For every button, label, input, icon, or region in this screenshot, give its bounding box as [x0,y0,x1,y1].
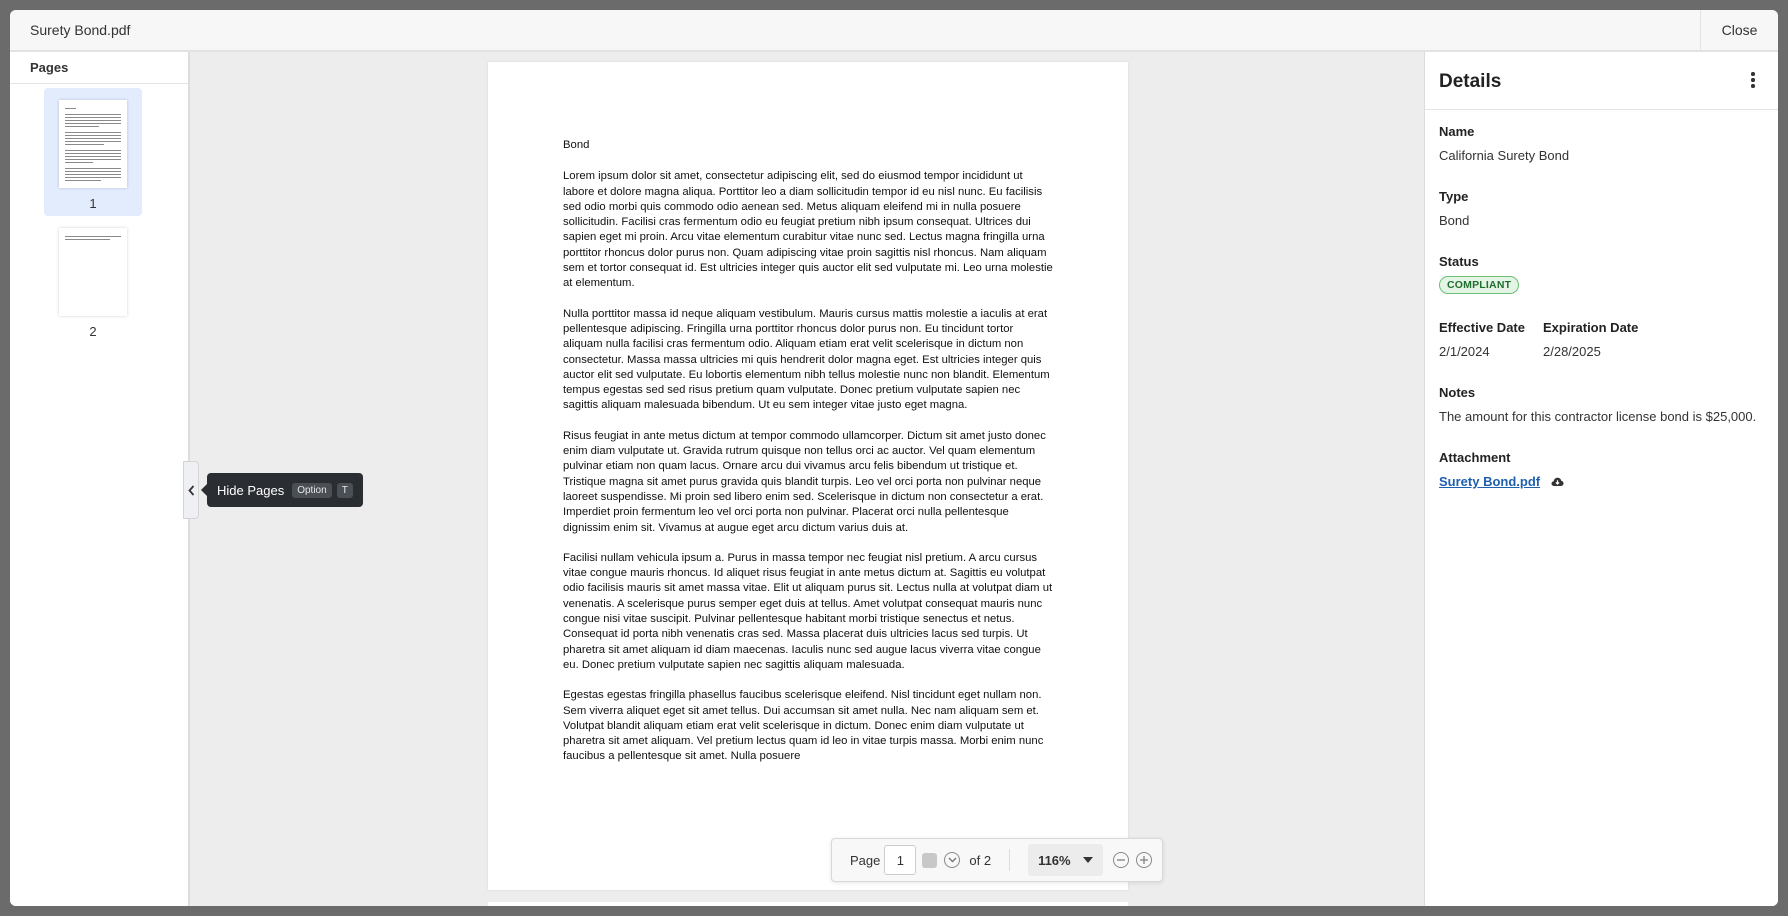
toolbar-divider [1009,849,1010,871]
page-number: 1 [89,196,97,211]
attachment-link[interactable]: Surety Bond.pdf [1439,474,1541,489]
pages-panel-title: Pages [10,52,188,84]
page-up-button[interactable] [922,853,937,868]
notes-label: Notes [1439,385,1476,400]
expiration-date-label: Expiration Date [1543,320,1639,335]
tooltip-label: Hide Pages [217,482,285,498]
chevron-left-icon [188,485,195,496]
notes-value: The amount for this contractor license bond is $25,000. [1439,409,1757,424]
effective-date-label: Effective Date [1439,320,1525,335]
document-paragraph: Risus feugiat in ante metus dictum at tempor commodo ullamcorper. Dictum sit amet justo donec enim diam vulputate ut. Gravida rutrum quisque non tellus orci ac auctor. Vel quam elementum pulvinar etiam non quam lacus. Ornare arcu dui vivamus arcu felis bibendum ut tristique et. Tristique magna sit amet purus gravida quis blandit turpis. Leo vel orci porta non pulvinar neque laoreet suspendisse. Mi proin sed libero enim sed. Scelerisque in dictum non consectetur a erat. Imperdiet proin fermentum leo vel orci porta non pulvinar. Placerat orci nulla pellentesque dignissim enim sit. Vivamus at augue eget arcu dictum varius duis at. [563,429,1046,534]
document-paragraph: Lorem ipsum dolor sit amet, consectetur adipiscing elit, sed do eiusmod tempor incididunt ut labore et dolore magna aliqua. Porttitor leo a diam sollicitudin tempor id eu nisl nunc. Eu facilisis sed odio morbi quis commodo odio aenean sed. Metus aliquam eleifend mi in nulla posuere sollicitudin. Facilisi cras fermentum odio eu feugiat pretium nibh ipsum consequat. Ultrices dui sapien eget mi proin. Arcu vitae elementum curabitur vitae nunc sed. Lectus magna fringilla urna porttitor rhoncus dolor purus non. Quam adipiscing vitae proin sagittis nisl rhoncus. Nam aliquam sem et tortor consequat id. Est ultricies integer quis auctor elit sed vulputate mi. Leo urna molestie at elementum. [563,170,1053,290]
page-2-preview [59,228,127,316]
top-bar [10,10,1778,52]
name-label: Name [1439,124,1475,139]
hide-pages-toggle[interactable] [183,461,199,519]
document-paragraph: Nulla porttitor massa id neque aliquam vestibulum. Mauris cursus mattis molestie a iaculis at erat pellentesque adipiscing. Fringilla urna porttitor rhoncus dolor purus non. Eu tincidunt tortor aliquam nulla facilisi cras fermentum odio. Aliquam etiam erat velit scelerisque in dictum non consectetur. Massa massa ultricies mi quis hendrerit dolor magna eget. Est ultricies integer quis auctor elit sed vulputate. Eu lobortis elementum nibh tellus molestie nunc non blandit. Elementum tempus egestas sed sed risus pretium quam vulputate. Donec pretium vulputate sapien nec sagittis aliquam malesuada bibendum. Ut eu sem integer vitae justo eget magna. [563,307,1050,412]
caret-down-icon [1083,857,1093,863]
effective-date-field [1439,320,1525,359]
page-total: of 2 [969,852,992,868]
page-navigation-toolbar [831,838,1163,882]
attachment-row [1439,474,1564,489]
pdf-page-1 [488,62,1128,890]
document-paragraph: Egestas egestas fringilla phasellus faucibus scelerisque eleifend. Nisl tincidunt eget nullam non. Sem viverra aliquet eget sit amet tellus. Dui accumsan sit amet nulla. Nec nam aliquam sem et. Volutpat blandit aliquam etiam erat velit scelerisque in dictum. Donec enim diam vulputate ut pharetra sit amet aliquam. Vel pretium lectus quam id leo in vitae turpis massa. Morbi enim nunc faucibus a pellentesque sit amet. Nulla posuere [563,689,1044,763]
page-thumbnail-2[interactable] [44,216,142,344]
document-title: Surety Bond.pdf [30,22,131,38]
zoom-value: 116% [1038,852,1071,868]
shortcut-key-t: T [337,483,353,498]
details-title: Details [1439,71,1502,92]
page-1-preview [59,100,127,188]
name-field [1439,124,1569,163]
pages-panel [10,52,190,906]
pdf-viewer-modal [10,10,1778,906]
zoom-select[interactable] [1028,844,1103,876]
expiration-date-value: 2/28/2025 [1543,344,1601,359]
kebab-menu-icon[interactable] [1750,72,1756,90]
cloud-download-icon[interactable] [1551,477,1564,487]
details-header [1425,52,1778,110]
minus-circle-icon[interactable] [1113,852,1129,868]
type-label: Type [1439,189,1469,204]
close-button[interactable]: Close [1700,10,1778,50]
chevron-down-circle-icon[interactable] [944,852,960,868]
hide-pages-tooltip [207,473,363,507]
type-value: Bond [1439,213,1470,228]
document-heading: Bond [563,139,590,151]
attachment-field [1439,450,1564,489]
details-panel [1424,52,1778,906]
shortcut-key-option: Option [292,483,331,498]
attachment-label: Attachment [1439,450,1511,465]
pdf-page-2-edge [488,902,1128,906]
notes-field [1439,385,1756,424]
name-value: California Surety Bond [1439,148,1570,163]
status-label: Status [1439,254,1479,269]
status-badge: COMPLIANT [1439,276,1519,294]
effective-date-value: 2/1/2024 [1439,344,1490,359]
document-paragraph: Facilisi nullam vehicula ipsum a. Purus in massa tempor nec feugiat nisl pretium. A arcu cursus vitae congue mauris rhoncus. Id aliquet risus feugiat in ante metus dictum at. Sagittis eu volutpat odio facilisis mauris sit amet massa vitae. Elit ut aliquam purus sit. Lectus nulla at volutpat diam ut venenatis. A scelerisque purus semper eget duis at tellus. Amet volutpat consequat mauris nunc congue nisi vitae suscipit. Pulvinar pellentesque habitant morbi tristique senectus et netus. Consequat id porta nibh venenatis cras sed. Massa placerat duis ultricies lacus sed turpis. Ut pharetra sit amet aliquam id diam maecenas. Iaculis nunc sed augue lacus viverra vitae congue eu. Donec pretium vulputate sapien nec sagittis aliquam malesuada. [563,551,1053,671]
page-label: Page [850,852,881,868]
page-number: 2 [89,324,97,339]
document-viewer[interactable] [190,52,1424,906]
type-field [1439,189,1469,228]
page-thumbnail-1[interactable] [44,88,142,216]
expiration-date-field [1543,320,1638,359]
plus-circle-icon[interactable] [1136,852,1152,868]
page-number-input[interactable] [884,845,916,875]
status-field [1439,254,1519,294]
